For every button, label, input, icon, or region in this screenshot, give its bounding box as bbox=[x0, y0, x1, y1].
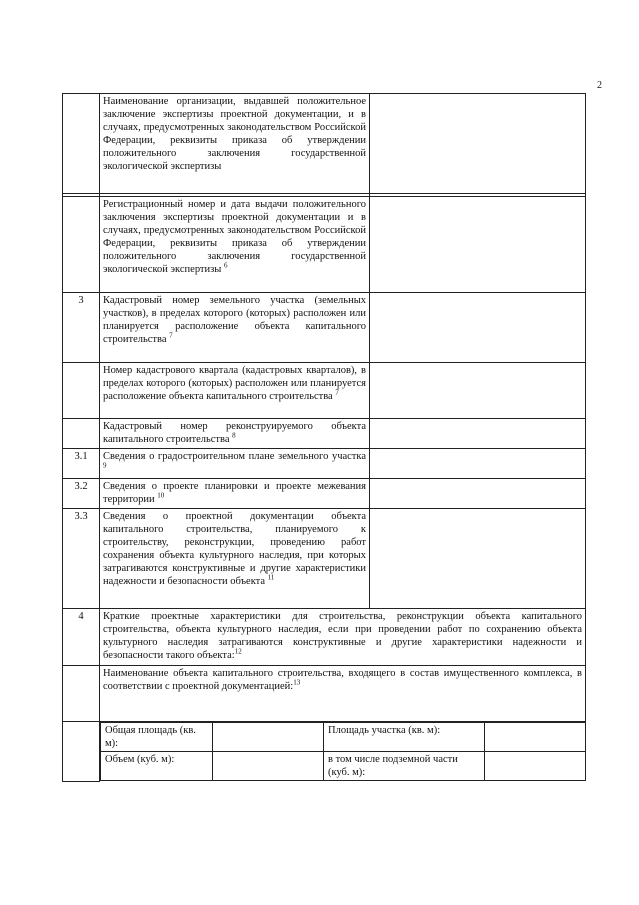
row-object-name bbox=[63, 666, 586, 722]
label-cadastral-plot: Кадастровый номер земельного участка (земельных участков), в пределах которого (которых) расположен или планируется расположение объекта капитального строительства bbox=[103, 295, 366, 345]
value-expertise-organization[interactable] bbox=[370, 94, 586, 194]
label-expertise-organization: Наименование организации, выдавшей положительное заключение экспертизы проектной документации, и в случаях, предусмотренных законодательством Российской Федерации, реквизиты приказа об утверждении положительного заключения государственной экологической экспертизы bbox=[103, 96, 366, 172]
area-volume-grid bbox=[100, 722, 586, 781]
label-underground-volume: в том числе подземной части (куб. м): bbox=[324, 752, 485, 781]
page-number: 2 bbox=[597, 80, 602, 91]
label-volume: Объем (куб. м): bbox=[101, 752, 213, 781]
footnote-marker: 11 bbox=[267, 573, 275, 582]
label-total-area: Общая площадь (кв. м): bbox=[101, 723, 213, 752]
footnote-marker: 6 bbox=[223, 261, 228, 270]
row-number: 4 bbox=[63, 609, 100, 666]
label-object-name: Наименование объекта капитального строительства, входящего в состав имущественного комплекса, в соответствии с проектной документацией: bbox=[103, 668, 582, 692]
row-number bbox=[63, 419, 100, 449]
row-characteristics bbox=[63, 609, 586, 666]
row-cadastral-quarter bbox=[63, 363, 586, 419]
value-cadastral-quarter[interactable] bbox=[370, 363, 586, 419]
value-plot-area[interactable] bbox=[485, 723, 586, 752]
row-number: 3.1 bbox=[63, 449, 100, 479]
row-number bbox=[63, 722, 100, 782]
row-number bbox=[63, 363, 100, 419]
row-number: 3 bbox=[63, 293, 100, 363]
value-underground-volume[interactable] bbox=[485, 752, 586, 781]
row-urban-plan bbox=[63, 449, 586, 479]
value-reconstructed-object[interactable] bbox=[370, 419, 586, 449]
value-volume[interactable] bbox=[213, 752, 324, 781]
row-cadastral-plot bbox=[63, 293, 586, 363]
row-number bbox=[63, 94, 100, 194]
row-area-volume bbox=[63, 722, 586, 782]
value-urban-plan[interactable] bbox=[370, 449, 586, 479]
label-project-documentation: Сведения о проектной документации объекта капитального строительства, планируемого к строительству, реконструкции, проведению работ сохранения объекта культурного наследия, при которых затрагиваются конструктивные и другие характеристики надежности и безопасности объекта bbox=[103, 511, 366, 587]
footnote-marker: 7 bbox=[335, 388, 339, 397]
label-urban-plan: Сведения о градостроительном плане земельного участка bbox=[103, 451, 366, 462]
footnote-marker: 13 bbox=[293, 678, 301, 687]
footnote-marker: 7 bbox=[169, 331, 173, 340]
footnote-marker: 10 bbox=[157, 491, 165, 500]
label-plot-area: Площадь участка (кв. м): bbox=[324, 723, 485, 752]
label-planning-project: Сведения о проекте планировки и проекте межевания территории bbox=[103, 481, 366, 505]
value-project-documentation[interactable] bbox=[370, 509, 586, 609]
label-reconstructed-object: Кадастровый номер реконструируемого объекта капитального строительства bbox=[103, 421, 366, 445]
value-total-area[interactable] bbox=[213, 723, 324, 752]
row-expertise-registration bbox=[63, 197, 586, 293]
row-expertise-organization bbox=[63, 94, 586, 194]
footnote-marker: 9 bbox=[103, 461, 107, 470]
row-planning-project bbox=[63, 479, 586, 509]
value-expertise-registration[interactable] bbox=[370, 197, 586, 293]
value-cadastral-plot[interactable] bbox=[370, 293, 586, 363]
row-number: 3.2 bbox=[63, 479, 100, 509]
row-project-documentation bbox=[63, 509, 586, 609]
label-characteristics: Краткие проектные характеристики для строительства, реконструкции объекта капитального строительства, объекта культурного наследия, если при проведении работ по сохранению объекта культурного наследия затрагиваются конструктивные и другие характеристики надежности и безопасности такого объекта: bbox=[103, 611, 582, 661]
label-expertise-registration: Регистрационный номер и дата выдачи положительного заключения экспертизы проектной документации и в случаях, предусмотренных законодательством Российской Федерации, реквизиты приказа об утверждении положительного заключения государственной экологической экспертизы bbox=[103, 199, 366, 275]
row-reconstructed-object bbox=[63, 419, 586, 449]
footnote-marker: 12 bbox=[234, 647, 242, 656]
row-number bbox=[63, 666, 100, 722]
value-planning-project[interactable] bbox=[370, 479, 586, 509]
footnote-marker: 8 bbox=[232, 431, 236, 440]
row-number bbox=[63, 197, 100, 293]
row-number: 3.3 bbox=[63, 509, 100, 609]
label-cadastral-quarter: Номер кадастрового квартала (кадастровых кварталов), в пределах которого (которых) расположен или планируется расположение объекта капитального строительства bbox=[103, 365, 366, 402]
permit-form-table bbox=[62, 93, 586, 782]
